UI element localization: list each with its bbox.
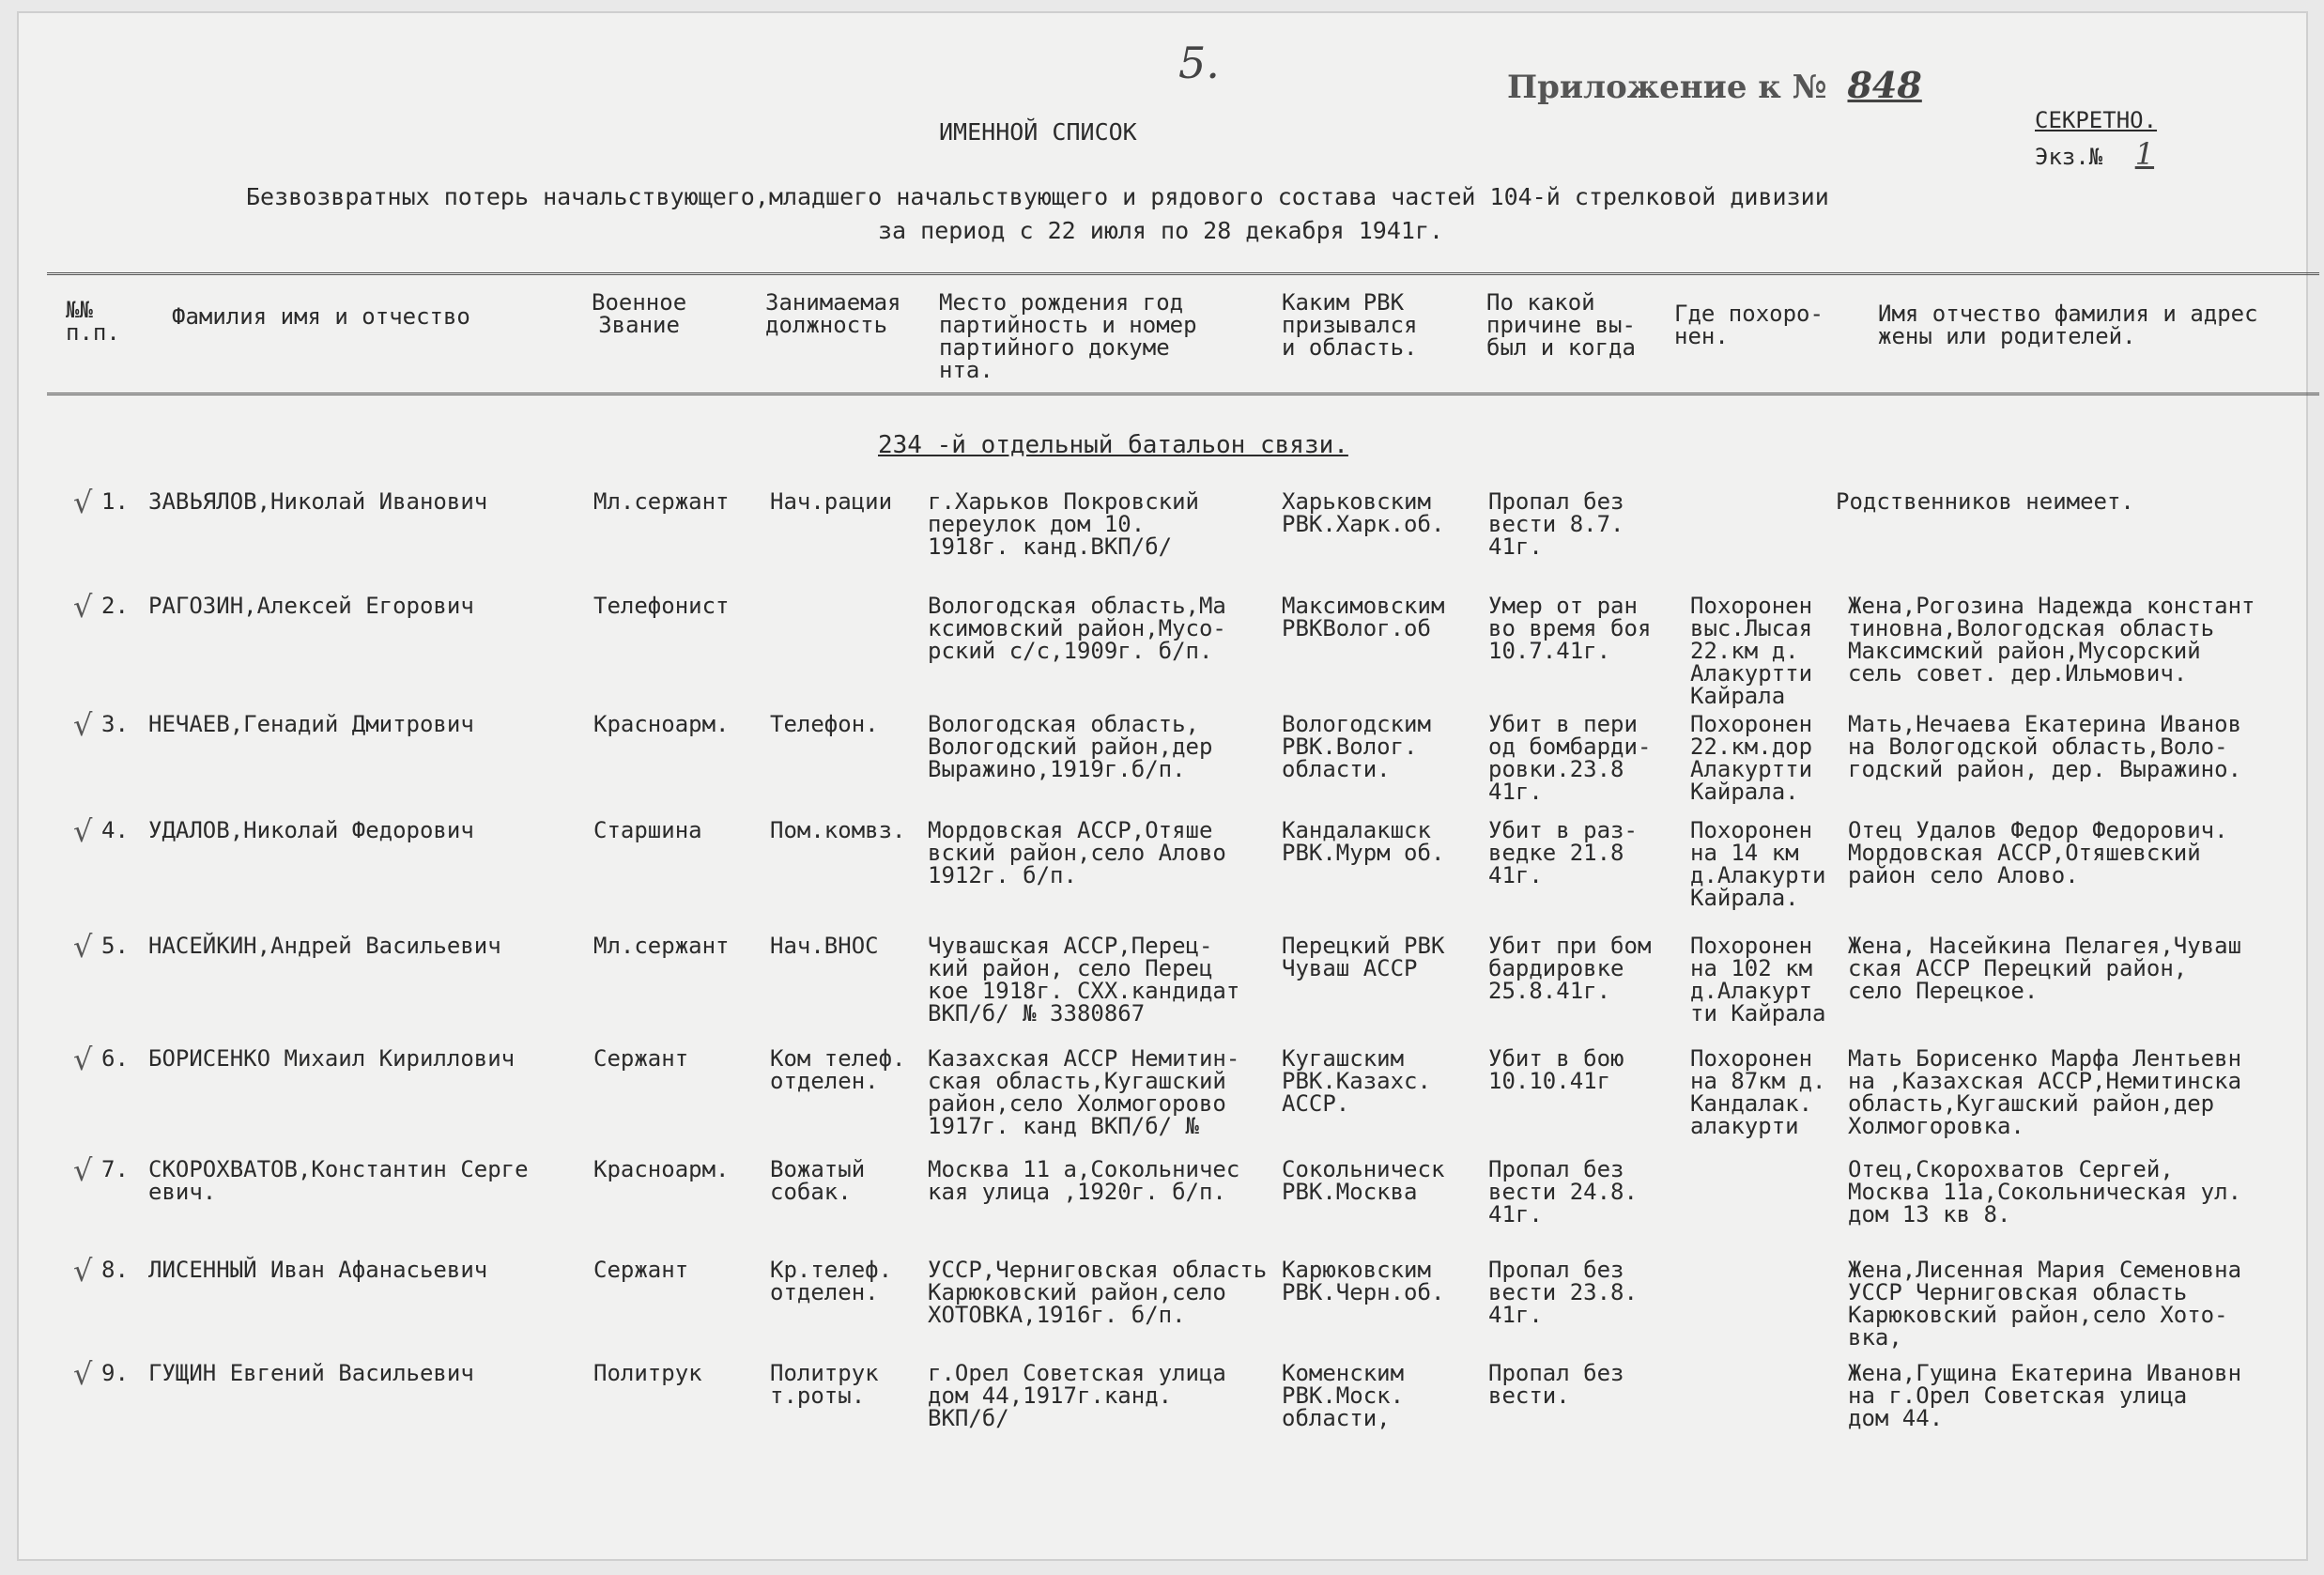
row-buried: Похоронен на 102 км д.Алакурт ти Кайрала xyxy=(1690,933,1826,1027)
row-num: 5. xyxy=(101,933,129,959)
secret-mark: СЕКРЕТНО. xyxy=(2035,107,2158,133)
row-num: 2. xyxy=(101,593,129,619)
check-mark-icon: √ xyxy=(73,1356,93,1392)
row-name: ЛИСЕННЫЙ Иван Афанасьевич xyxy=(148,1257,488,1283)
col-header-num: №№ п.п. xyxy=(66,297,120,346)
col-header-position: Занимаемая должность xyxy=(765,289,901,338)
row-rank: Красноарм. xyxy=(593,1156,730,1182)
row-position: Нач.рации xyxy=(770,488,893,515)
row-rank: Сержант xyxy=(593,1045,689,1072)
row-name: СКОРОХВАТОВ,Константин Серге евич. xyxy=(148,1156,529,1205)
row-relatives: Жена,Гущина Екатерина Ивановн на г.Орел Советская улица дом 44. xyxy=(1848,1360,2242,1431)
row-relatives: Жена, Насейкина Пелагея,Чуваш ская АССР Перецкий район, село Перецкое. xyxy=(1848,933,2242,1004)
row-rvk: Перецкий РВК Чуваш АССР xyxy=(1282,933,1445,981)
row-num: 3. xyxy=(101,711,129,737)
row-rvk: Максимовским РВКВолог.об xyxy=(1282,593,1445,641)
row-name: ЗАВЬЯЛОВ,Николай Иванович xyxy=(148,488,488,515)
appendix-stamp xyxy=(1507,64,1950,106)
row-rank: Мл.сержант xyxy=(593,933,730,959)
row-relatives: Жена,Лисенная Мария Семеновна УССР Черниговская область Карюковский район,село Хото- вка, xyxy=(1848,1257,2242,1351)
check-mark-icon: √ xyxy=(73,707,93,743)
check-mark-icon: √ xyxy=(73,485,93,520)
check-mark-icon: √ xyxy=(73,1253,93,1289)
row-birth: Чувашская АССР,Перец- кий район, село Перец кое 1918г. СХХ.кандидат ВКП/б/ № 3380867 xyxy=(928,933,1240,1027)
row-position: Ком телеф. отделен. xyxy=(770,1045,906,1094)
row-birth: г.Орел Советская улица дом 44,1917г.канд. ВКП/б/ xyxy=(928,1360,1226,1431)
row-relatives: Мать,Нечаева Екатерина Иванов на Вологодской область,Воло- годский район, дер. Выражино. xyxy=(1848,711,2242,782)
document-title: ИМЕННОЙ СПИСОК xyxy=(939,118,1137,146)
row-num: 6. xyxy=(101,1045,129,1072)
row-birth: Вологодская область,Ма ксимовский район,Мусо- рский с/с,1909г. б/п. xyxy=(928,593,1226,664)
row-birth: Москва 11 а,Сокольничес кая улица ,1920г. б/п. xyxy=(928,1156,1240,1205)
row-buried: Похоронен на 14 км д.Алакурти Кайрала. xyxy=(1690,817,1826,911)
row-rvk: Карюковским РВК.Черн.об. xyxy=(1282,1257,1445,1305)
row-rank: Старшина xyxy=(593,817,702,843)
row-rvk: Харьковским РВК.Харк.об. xyxy=(1282,488,1445,537)
row-relatives: Мать Борисенко Марфа Лентьевн на ,Казахская АССР,Немитинска область,Кугашский район,дер Холмогоровка. xyxy=(1848,1045,2242,1139)
row-name: БОРИСЕНКО Михаил Кириллович xyxy=(148,1045,516,1072)
row-birth: Вологодская область, Вологодский район,дер Выражино,1919г.б/п. xyxy=(928,711,1213,782)
row-rvk: Сокольническ РВК.Москва xyxy=(1282,1156,1445,1205)
row-rvk: Кандалакшск РВК.Мурм об. xyxy=(1282,817,1445,866)
row-rvk: Кугашским РВК.Казахс. АССР. xyxy=(1282,1045,1431,1117)
row-rank: Мл.сержант xyxy=(593,488,730,515)
row-reason: Убит при бом бардировке 25.8.41г. xyxy=(1488,933,1652,1004)
row-reason: Пропал без вести 24.8. 41г. xyxy=(1488,1156,1638,1228)
row-num: 9. xyxy=(101,1360,129,1386)
row-birth: г.Харьков Покровский переулок дом 10. 1918г. канд.ВКП/б/ xyxy=(928,488,1199,560)
appendix-label: Приложение к № xyxy=(1507,69,1827,106)
check-mark-icon: √ xyxy=(73,1152,93,1188)
copy-mark xyxy=(2035,136,2173,172)
check-mark-icon: √ xyxy=(73,813,93,849)
header-top-rule xyxy=(47,272,2319,275)
row-rvk: Коменским РВК.Моск. области, xyxy=(1282,1360,1405,1431)
row-buried: Похоронен выс.Лысая 22.км д. Алакуртти Кайрала xyxy=(1690,593,1813,709)
row-num: 7. xyxy=(101,1156,129,1182)
row-name: ГУЩИН Евгений Васильевич xyxy=(148,1360,474,1386)
col-header-name: Фамилия имя и отчество xyxy=(172,303,470,330)
row-reason: Убит в бою 10.10.41г xyxy=(1488,1045,1624,1094)
row-position: Политрук т.роты. xyxy=(770,1360,879,1409)
row-relatives: Отец Удалов Федор Федорович. Мордовская АССР,Отяшевский район село Алово. xyxy=(1848,817,2228,888)
row-rank: Политрук xyxy=(593,1360,702,1386)
row-num: 8. xyxy=(101,1257,129,1283)
row-num: 4. xyxy=(101,817,129,843)
row-birth: Мордовская АССР,Отяше вский район,село Алово 1912г. б/п. xyxy=(928,817,1226,888)
document-subtitle-line1: Безвозвратных потерь начальствующего,младшего начальствующего и рядового состава частей 104-й стрелковой дивизии xyxy=(246,183,1829,210)
row-rank: Телефонист xyxy=(593,593,730,619)
appendix-number: 848 xyxy=(1847,64,1922,106)
row-name: УДАЛОВ,Николай Федорович xyxy=(148,817,474,843)
row-num: 1. xyxy=(101,488,129,515)
row-rank: Сержант xyxy=(593,1257,689,1283)
row-reason: Пропал без вести 8.7. 41г. xyxy=(1488,488,1624,560)
row-reason: Пропал без вести 23.8. 41г. xyxy=(1488,1257,1638,1328)
row-reason: Убит в раз- ведке 21.8 41г. xyxy=(1488,817,1638,888)
row-position: Вожатый собак. xyxy=(770,1156,866,1205)
row-position: Телефон. xyxy=(770,711,879,737)
row-relatives: Родственников неимеет. xyxy=(1836,488,2134,515)
page-mark: 5. xyxy=(1178,38,1220,88)
col-header-buried: Где похоро- нен. xyxy=(1674,301,1824,349)
check-mark-icon: √ xyxy=(73,589,93,625)
row-position: Пом.комвз. xyxy=(770,817,906,843)
row-birth: Казахская АССР Немитин- ская область,Кугашский район,село Холмогорово 1917г. канд ВКП/б/ № xyxy=(928,1045,1240,1139)
document-subtitle-line2: за период с 22 июля по 28 декабря 1941г. xyxy=(878,217,1444,244)
row-position: Кр.телеф. отделен. xyxy=(770,1257,893,1305)
row-name: НАСЕЙКИН,Андрей Васильевич xyxy=(148,933,501,959)
row-relatives: Жена,Рогозина Надежда констант тиновна,Вологодская область Максимский район,Мусорский сель совет. дер.Ильмович. xyxy=(1848,593,2255,687)
col-header-rank: Военное Звание xyxy=(592,289,687,338)
col-header-reason: По какой причине вы- был и когда xyxy=(1486,289,1636,361)
row-birth: УССР,Черниговская область Карюковский район,село ХОТОВКА,1916г. б/п. xyxy=(928,1257,1268,1328)
row-reason: Умер от ран во время боя 10.7.41г. xyxy=(1488,593,1652,664)
row-name: РАГОЗИН,Алексей Егорович xyxy=(148,593,474,619)
row-reason: Убит в пери од бомбарди- ровки.23.8 41г. xyxy=(1488,711,1652,805)
copy-label: Экз.№ xyxy=(2035,144,2103,170)
copy-number: 1 xyxy=(2134,136,2155,172)
row-rvk: Вологодским РВК.Волог. области. xyxy=(1282,711,1431,782)
row-buried: Похоронен 22.км.дор Алакуртти Кайрала. xyxy=(1690,711,1813,805)
row-rank: Красноарм. xyxy=(593,711,730,737)
check-mark-icon: √ xyxy=(73,1042,93,1077)
col-header-relatives: Имя отчество фамилия и адрес жены или родителей. xyxy=(1878,301,2258,349)
check-mark-icon: √ xyxy=(73,929,93,965)
row-name: НЕЧАЕВ,Генадий Дмитрович xyxy=(148,711,474,737)
col-header-birth: Место рождения год партийность и номер партийного докуме нта. xyxy=(939,289,1197,383)
row-relatives: Отец,Скорохватов Сергей, Москва 11а,Сокольническая ул. дом 13 кв 8. xyxy=(1848,1156,2242,1228)
section-title: 234 -й отдельный батальон связи. xyxy=(878,431,1348,459)
row-position: Нач.ВНОС xyxy=(770,933,879,959)
col-header-rvk: Каким РВК призывался и область. xyxy=(1282,289,1418,361)
row-buried: Похоронен на 87км д. Кандалак. алакурти xyxy=(1690,1045,1826,1139)
header-bottom-rule xyxy=(47,393,2319,395)
row-reason: Пропал без вести. xyxy=(1488,1360,1624,1409)
